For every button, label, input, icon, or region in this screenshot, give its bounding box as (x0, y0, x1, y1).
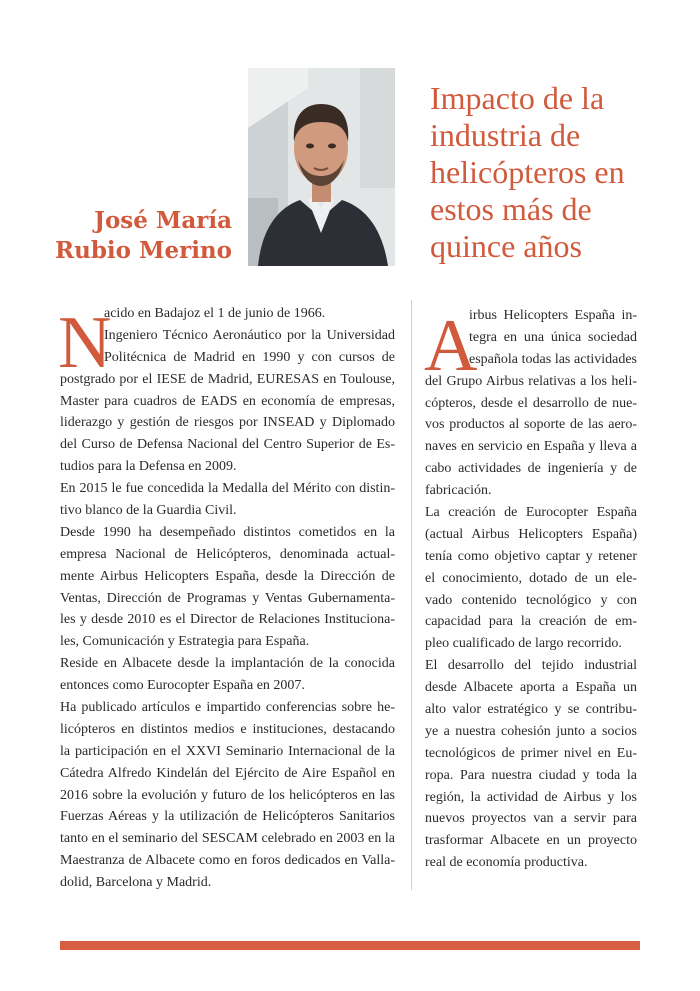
author-name-line1: José María (94, 207, 232, 234)
article-line: pleo cualificado de largo recorrido. (425, 636, 622, 652)
article-line: nuevos proyectos van a servir para (425, 811, 637, 827)
bio-line: dolid, Barcelona y Madrid. (60, 875, 212, 891)
author-name-line2: Rubio Merino (54, 237, 232, 264)
article-line: fabricación. (425, 483, 492, 499)
bio-line: Politécnica de Madrid en 1990 y con cursos de (104, 349, 395, 365)
article-dropcap: A (424, 305, 478, 387)
article-line: desde Albacete aporta a España un (425, 680, 637, 696)
article-line: el conocimiento, dotado de un ele- (425, 570, 637, 586)
bio-line: Reside en Albacete desde la implantación de la conocida (60, 656, 395, 672)
article-line: capacidad para la creación de em- (425, 614, 637, 630)
article-line: (actual Airbus Helicopters España) (425, 526, 637, 542)
bio-line: En 2015 le fue concedida la Medalla del Mérito con distin- (60, 481, 395, 497)
bio-line: licópteros en distintos medios e instituciones, destacando (60, 721, 395, 737)
bio-line: Master para cuadros de EADS en economía de empresas, (60, 393, 395, 409)
bio-line: mente Airbus Helicopters España, desde la Dirección de (60, 568, 395, 584)
article-line: región, la actividad de Airbus y los (425, 789, 637, 805)
bio-line: postgrado por el IESE de Madrid, EURESAS en Toulouse, (60, 371, 395, 387)
article-line: El desarrollo del tejido industrial (425, 658, 637, 674)
article-line: española todas las actividades (469, 351, 637, 367)
headline-line: Impacto de la (430, 80, 605, 116)
bio-line: tivo blanco de la Guardia Civil. (60, 503, 237, 519)
author-name (40, 206, 232, 266)
bio-line: empresa Nacional de Helicópteros, denominada actual- (60, 546, 395, 562)
bio-line: Fuerzas Aéreas y la utilización de Helicópteros Sanitarios (60, 809, 395, 825)
bio-line: tudios para la Defensa en 2009. (60, 459, 237, 475)
article-line: irbus Helicopters España in- (469, 308, 637, 323)
bio-line: Ventas, Dirección de Programas y Ventas Gubernamenta- (60, 590, 395, 606)
article-line: alto valor estratégico y se contribu- (425, 702, 637, 718)
article-line: del Grupo Airbus relativas a los heli- (425, 373, 637, 389)
bio-line: tanto en el seminario del SESCAM celebrado en 2003 en la (60, 831, 395, 847)
bio-line: Cátedra Alfredo Kindelán del Ejército de Aire Español en (60, 765, 395, 781)
bio-line: liderazgo y gestión de riesgos por INSEAD y Diplomado (60, 415, 395, 431)
bio-line: Desde 1990 ha desempeñado distintos cometidos en la (60, 524, 395, 540)
article-line: tegra en una única sociedad (469, 329, 637, 345)
headline-line: industria de (430, 117, 581, 153)
portrait-photo (248, 68, 395, 266)
bio-dropcap: N (58, 302, 112, 384)
article-line: cópteros, desde el desarrollo de nue- (425, 395, 637, 411)
headline-line: estos más de (430, 191, 592, 227)
bio-line: acido en Badajoz el 1 de junio de 1966. (104, 306, 326, 321)
article-line: ye a nuestra cohesión junto a socios (425, 723, 637, 739)
bio-line: 2016 sobre la evolución y futuro de los helicópteros en las (60, 787, 395, 803)
article-line: tecnológicos de primer nivel en Eu- (425, 745, 637, 761)
headline-line: quince años (430, 228, 582, 264)
article-line: tenía como objetivo captar y retener (425, 548, 637, 564)
bio-line: Maestranza de Albacete como en foros dedicados en Valla- (60, 853, 395, 869)
bio-line: del Curso de Defensa Nacional del Centro Superior de Es- (60, 437, 395, 453)
bio-line: Ha publicado artículos e impartido conferencias sobre he- (60, 700, 395, 716)
article-line: cabo actividades de ingeniería y de (425, 461, 637, 477)
article-headline (430, 80, 680, 265)
article-line: vos productos al soporte de las aero- (425, 417, 637, 433)
portrait-illustration (248, 68, 395, 266)
article-line: trasformar Albacete en un proyecto (425, 833, 637, 849)
article-line: La creación de Eurocopter España (425, 505, 637, 521)
bio-line: Ingeniero Técnico Aeronáutico por la Universidad (104, 327, 395, 343)
article-line: ropa. Para nuestra ciudad y toda la (425, 767, 637, 783)
bio-line: les, Comunicación y Estrategia para España. (60, 634, 310, 650)
column-divider (411, 300, 412, 890)
article-line: vado contenido tecnológico y con (425, 592, 637, 608)
article-line: naves en servicio en España y lleva a (425, 439, 637, 455)
bio-line: entonces como Eurocopter España en 2007. (60, 678, 305, 694)
bio-line: les y desde 2010 es el Director de Relaciones Instituciona- (60, 612, 395, 628)
footer-rule (60, 941, 640, 950)
article-text (425, 305, 637, 874)
headline-line: helicópteros en (430, 154, 625, 190)
biography-text (60, 303, 395, 894)
bio-line: la participación en el XXVI Seminario Internacional de la (60, 743, 395, 759)
article-line: real de economía productiva. (425, 855, 588, 871)
